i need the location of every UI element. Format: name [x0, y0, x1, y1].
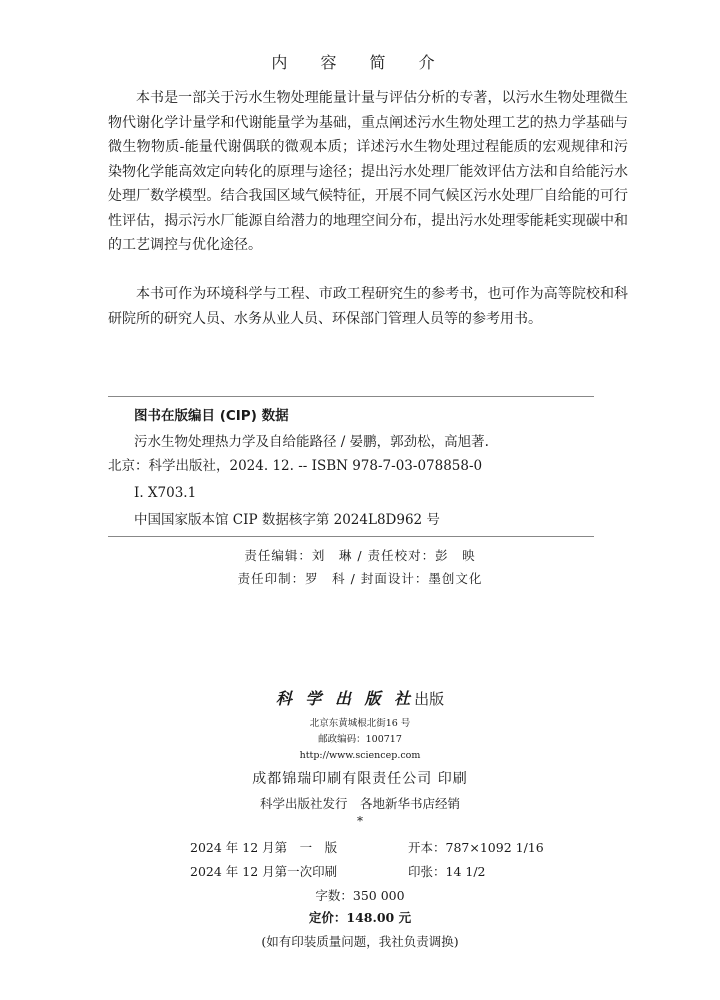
publisher-suffix: 出版 — [414, 690, 445, 708]
publisher-line — [0, 686, 720, 709]
page-title: 内 容 简 介 — [271, 53, 449, 72]
publisher-logo: 科 学 出 版 社 — [275, 689, 415, 708]
publisher-postcode: 邮政编码：100717 — [318, 734, 402, 745]
cip-publisher-line: 北京：科学出版社，2024. 12. -- ISBN 978-7-03-078858-0 — [108, 458, 483, 474]
cip-title-line: 污水生物处理热力学及自给能路径 / 晏鹏，郭劲松，高旭著. — [134, 434, 489, 450]
cip-record-number: 中国国家版本馆 CIP 数据核字第 2024L8D962 号 — [134, 512, 440, 528]
printer-line: 成都锦瑞印刷有限责任公司 印刷 — [252, 771, 468, 787]
editors-line-1: 责任编辑：刘 琳 / 责任校对：彭 映 — [244, 548, 476, 563]
edition-row — [190, 838, 544, 858]
publisher-url: http://www.sciencep.com — [299, 750, 421, 761]
quality-note: (如有印装质量问题，我社负责调换) — [261, 934, 459, 949]
book-format: 开本：787×1092 1/16 — [408, 840, 544, 855]
edition-date: 2024 年 12 月第 一 版 — [190, 840, 338, 855]
cip-heading: 图书在版编目 (CIP) 数据 — [134, 408, 289, 424]
price: 定价：148.00 元 — [308, 910, 412, 925]
publisher-address: 北京东黄城根北街16 号 — [309, 718, 411, 729]
summary-paragraph-1: 本书是一部关于污水生物处理能量计量与评估分析的专著，以污水生物处理微生物代谢化学计量学和代谢能量学为基础，重点阐述污水生物处理工艺的热力学基础与微生物物质-能量代谢偶联的微观本质；详述污水生物处理过程能质的宏观规律和污染物化学能高效定向转化的原理与途径；提出污水处理厂能效评估方法和自给能污水处理厂数学模型。结合我国区域气候特征，开展不同气候区污水处理厂自给能的可行性评估，揭示污水厂能源自给潜力的地理空间分布，提出污水处理零能耗实现碳中和的工艺调控与优化途径。 — [108, 90, 628, 253]
printing-row — [190, 862, 486, 882]
word-count: 字数：350 000 — [315, 888, 405, 903]
separator-star: * — [357, 814, 363, 828]
print-sheets: 印张：14 1/2 — [408, 864, 486, 879]
distribution-line: 科学出版社发行 各地新华书店经销 — [259, 796, 460, 811]
editors-line-2: 责任印制：罗 科 / 封面设计：墨创文化 — [237, 571, 483, 586]
cip-classification-line: Ⅰ. X703.1 — [134, 485, 197, 501]
cip-bottom-divider — [108, 536, 594, 537]
print-date: 2024 年 12 月第一次印刷 — [190, 864, 338, 879]
cip-top-divider — [108, 396, 594, 397]
summary-paragraph-2: 本书可作为环境科学与工程、市政工程研究生的参考书，也可作为高等院校和科研院所的研究人员、水务从业人员、环保部门管理人员等的参考用书。 — [108, 286, 628, 327]
